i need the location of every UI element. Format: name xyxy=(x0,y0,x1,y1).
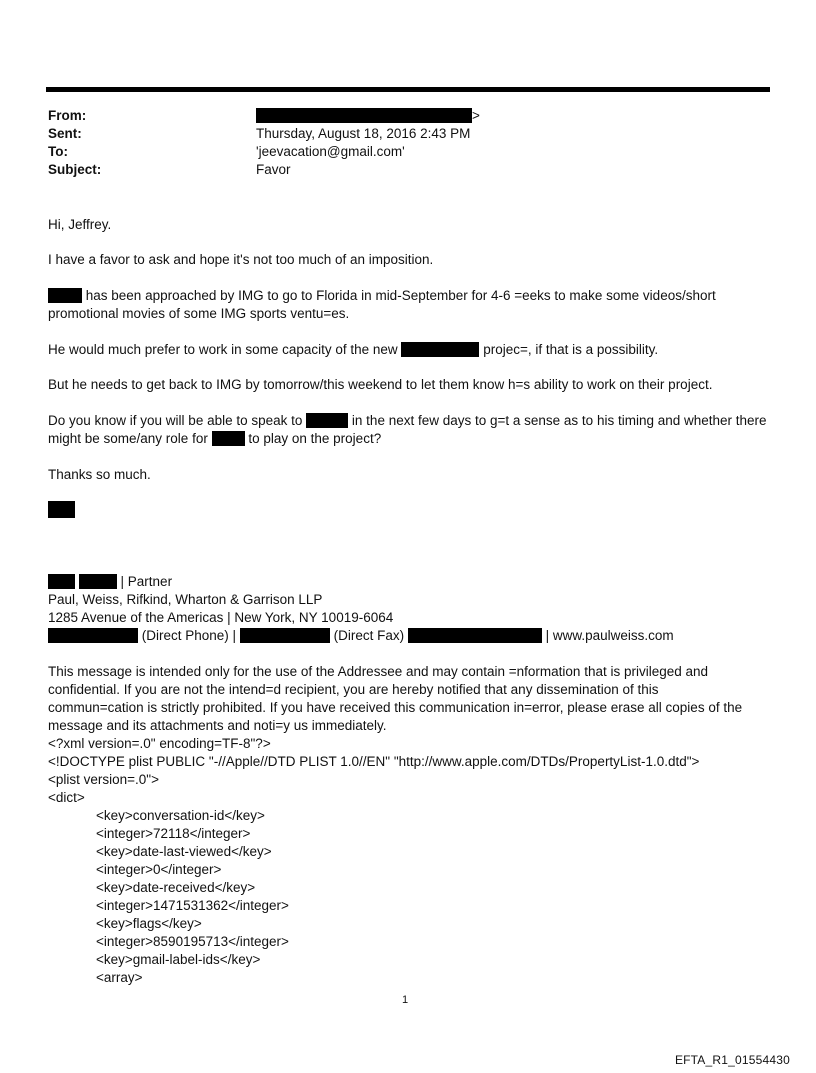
disclaimer-line-3: commun=cation is strictly prohibited. If you have received this communication in=error, please erase all copies of the xyxy=(48,700,743,715)
redaction-box xyxy=(48,288,82,303)
body-paragraph-3: He would much prefer to work in some capacity of the new projec=, if that is a possibility. xyxy=(48,342,659,357)
plist-entry: <integer>72118</integer> xyxy=(96,826,251,841)
plist-entry: <key>gmail-label-ids</key> xyxy=(96,952,261,967)
body-paragraph-2-line-1: has been approached by IMG to go to Florida in mid-September for 4-6 =eeks to make some videos/short xyxy=(48,287,716,305)
to-label: To: xyxy=(48,144,68,159)
redaction-box xyxy=(79,574,117,589)
sender-initials-redacted xyxy=(48,501,75,520)
disclaimer-line-1: This message is intended only for the use of the Addressee and may contain =nformation that is privileged and xyxy=(48,664,709,679)
redaction-box xyxy=(48,628,138,643)
plist-entry: <key>flags</key> xyxy=(96,916,202,931)
plist-entry: <integer>0</integer> xyxy=(96,862,222,877)
header-rule xyxy=(46,87,770,92)
redaction-box xyxy=(256,108,472,123)
redaction-box xyxy=(48,574,75,589)
disclaimer-line-2: confidential. If you are not the intend=d recipient, you are hereby notified that any dissemination of this xyxy=(48,682,659,697)
redaction-box xyxy=(48,501,75,518)
plist-entry: <array> xyxy=(96,970,143,985)
closing: Thanks so much. xyxy=(48,467,151,482)
to-value: 'jeevacation@gmail.com' xyxy=(256,144,405,159)
page-number: 1 xyxy=(402,994,409,1006)
sent-value: Thursday, August 18, 2016 2:43 PM xyxy=(256,126,471,141)
redaction-box xyxy=(401,342,479,357)
disclaimer-line-4: message and its attachments and noti=y us immediately. xyxy=(48,718,387,733)
body-paragraph-4: But he needs to get back to IMG by tomorrow/this weekend to let them know h=s ability to work on their project. xyxy=(48,377,713,392)
signature-website: | www.paulweiss.com xyxy=(545,628,674,643)
from-value xyxy=(256,107,480,125)
sent-label: Sent: xyxy=(48,126,82,141)
signature-title: | Partner xyxy=(120,574,173,589)
subject-label: Subject: xyxy=(48,162,102,177)
from-label: From: xyxy=(48,108,87,123)
body-paragraph-2-line-2: promotional movies of some IMG sports ventu=es. xyxy=(48,306,350,321)
signature-contact-line: (Direct Phone) | (Direct Fax) | www.paulweiss.com xyxy=(48,627,674,645)
plist-entry: <integer>8590195713</integer> xyxy=(96,934,289,949)
from-suffix: > xyxy=(472,108,480,123)
subject-value: Favor xyxy=(256,162,291,177)
plist-entry: <key>date-last-viewed</key> xyxy=(96,844,272,859)
signature-address: 1285 Avenue of the Americas | New York, NY 10019-6064 xyxy=(48,610,394,625)
body-paragraph-5-line-1: Do you know if you will be able to speak to in the next few days to g=t a sense as to his timing and whether there xyxy=(48,413,767,428)
signature-name-line xyxy=(48,573,172,591)
plist-entry: <key>date-received</key> xyxy=(96,880,256,895)
plist-xml-declaration: <?xml version=.0" encoding=TF-8"?> xyxy=(48,736,271,751)
plist-entry: <integer>1471531362</integer> xyxy=(96,898,289,913)
plist-entry: <key>conversation-id</key> xyxy=(96,808,265,823)
greeting: Hi, Jeffrey. xyxy=(48,217,112,232)
plist-dict-open: <dict> xyxy=(48,790,85,805)
plist-doctype: <!DOCTYPE plist PUBLIC "-//Apple//DTD PLIST 1.0//EN" "http://www.apple.com/DTDs/PropertyList-1.0.dtd"> xyxy=(48,754,700,769)
signature-firm: Paul, Weiss, Rifkind, Wharton & Garrison LLP xyxy=(48,592,323,607)
redaction-box xyxy=(408,628,542,643)
plist-open-tag: <plist version=.0"> xyxy=(48,772,159,787)
body-paragraph-1: I have a favor to ask and hope it's not too much of an imposition. xyxy=(48,252,434,267)
body-paragraph-5-line-2: might be some/any role for to play on the project? xyxy=(48,431,382,446)
redaction-box xyxy=(306,413,348,428)
bates-number: EFTA_R1_01554430 xyxy=(674,1053,790,1067)
redaction-box xyxy=(212,431,245,446)
redaction-box xyxy=(240,628,330,643)
